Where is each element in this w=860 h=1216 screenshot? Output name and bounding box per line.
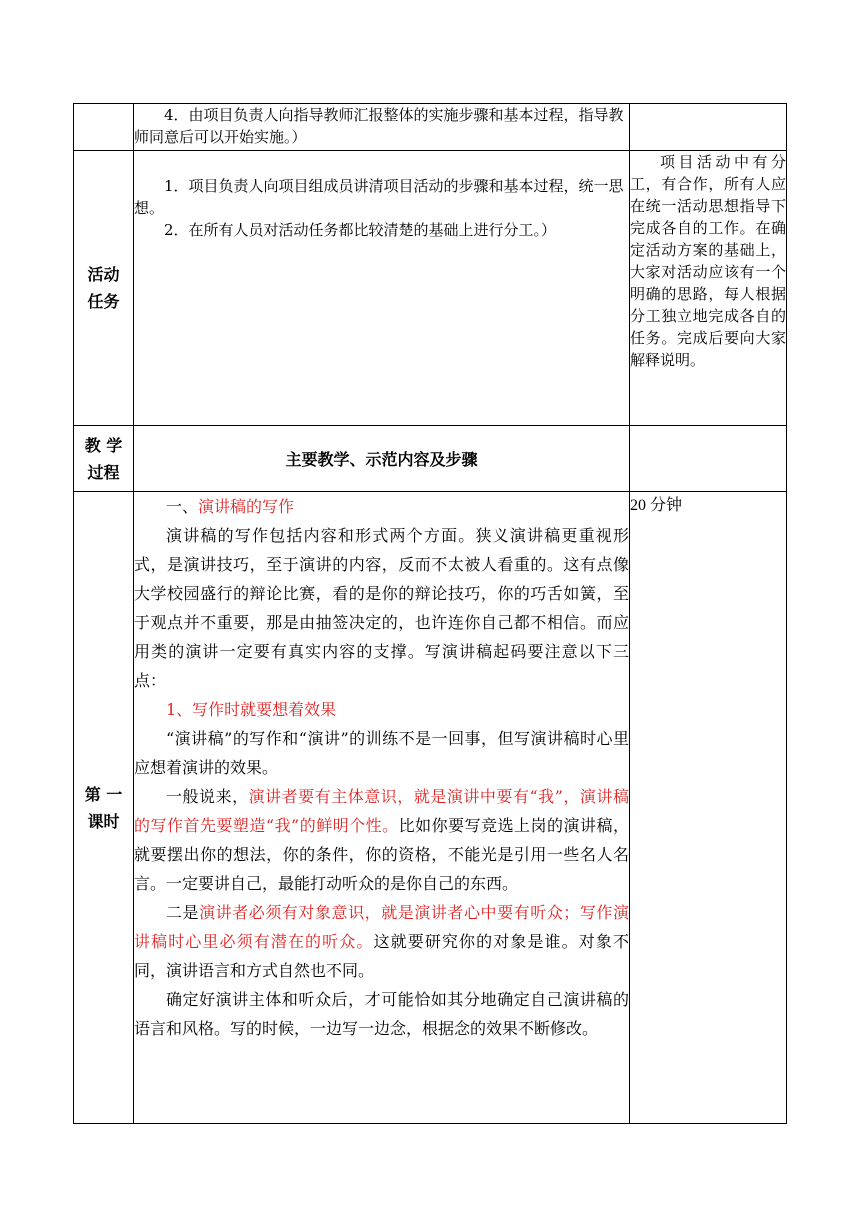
activity-task-content — [134, 151, 630, 426]
step-4-text: 4．由项目负责人向指导教师汇报整体的实施步骤和基本过程，指导教师同意后可以开始实施。） — [134, 106, 624, 146]
section-title: 一、演讲稿的写作 — [166, 497, 295, 516]
notes-empty — [630, 104, 787, 151]
subsection-title: 1、写作时就要想着效果 — [166, 700, 337, 719]
task-step-2: 2．在所有人员对活动任务都比较清楚的基础上进行分工。） — [164, 221, 557, 239]
table-row — [74, 492, 787, 1124]
main-content-heading: 主要教学、示范内容及步骤 — [134, 426, 630, 492]
paragraph: 二是演讲者必须有对象意识，就是演讲者心中要有听众；写作演讲稿时心里必须有潜在的听众。这就要研究你的对象是谁。对象不同，演讲语言和方式自然也不同。 — [134, 903, 629, 980]
lesson-body — [134, 492, 630, 1124]
first-lesson-label: 第 一课时 — [74, 492, 134, 1124]
table-row — [74, 426, 787, 492]
implementation-steps-cell — [134, 104, 630, 151]
paragraph: 确定好演讲主体和听众后，才可能恰如其分地确定自己演讲稿的语言和风格。写的时候，一边写一边念，根据念的效果不断修改。 — [134, 990, 629, 1038]
teaching-process-label: 教 学过程 — [74, 426, 134, 492]
activity-task-note: 项目活动中有分工，有合作，所有人应在统一活动思想指导下完成各自的工作。在确定活动方案的基础上，大家对活动应该有一个明确的思路，每人根据分工独立地完成各自的任务。完成后要向大家解释说明。 — [630, 151, 787, 426]
activity-task-label: 活动任务 — [74, 151, 134, 426]
paragraph: 演讲稿的写作包括内容和形式两个方面。狭义演讲稿更重视形式，是演讲技巧，至于演讲的内容，反而不太被人看重的。这有点像大学校园盛行的辩论比赛，看的是你的辩论技巧，你的巧舌如簧，至于观点并不重要，那是由抽签决定的，也许连你自己都不相信。而应用类的演讲一定要有真实内容的支撑。写演讲稿起码要注意以下三点： — [134, 526, 629, 690]
heading-notes-empty — [630, 426, 787, 492]
task-step-1: 1．项目负责人向项目组成员讲清项目活动的步骤和基本过程，统一思想。 — [134, 177, 624, 217]
paragraph: “演讲稿”的写作和“演讲”的训练不是一回事，但写演讲稿时心里应想着演讲的效果。 — [134, 729, 629, 777]
duration: 20 分钟 — [630, 492, 787, 1124]
table-row — [74, 151, 787, 426]
lesson-plan-table — [73, 103, 787, 1124]
table-row — [74, 104, 787, 151]
paragraph: 一般说来，演讲者要有主体意识，就是演讲中要有“我”，演讲稿的写作首先要塑造“我”的鲜明个性。比如你要写竞选上岗的演讲稿，就要摆出你的想法，你的条件，你的资格，不能光是引用一些名人名言。一定要讲自己，最能打动听众的是你自己的东西。 — [134, 787, 629, 893]
row-label-empty — [74, 104, 134, 151]
